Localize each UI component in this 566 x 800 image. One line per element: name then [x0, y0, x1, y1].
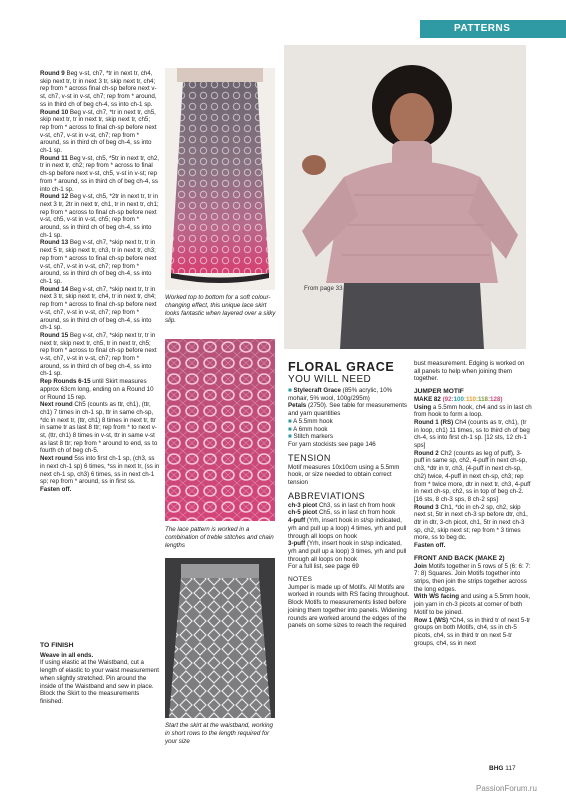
notes-text: Jumper is made up of Motifs. All Motifs are worked in rounds with RS facing throughout. Block Motifs to measurements listed before joining them together into panels. Widening rounds are worked around the edges of the panels on some sizes to reach the required	[288, 583, 410, 630]
finish-subheading: Weave in all ends.	[40, 651, 94, 659]
motif-step-label: Round 3	[414, 503, 439, 511]
pattern-round-text: Beg v-st, ch7, *tr in next tr, ch4, skip next tr, tr in next 3 tr, skip next tr, ch4; rep from * across final ch-sp before next v-st, ch7, v-st in v-st, ch7; rep from * around, ss in third ch of beg ch-4, ss into ch-1 sp.	[40, 70, 157, 108]
joining-step-label: With WS facing	[414, 593, 459, 601]
abbreviation-text: Ch3, ss in last ch from hook	[317, 501, 396, 509]
caption-gradient-skirt: Worked top to bottom for a soft colour-changing effect, this unique lace skirt looks fantastic when layered over a silky slip.	[165, 294, 276, 325]
abbreviation-label: 3-puff	[288, 540, 306, 548]
joining-step-text: and using a 5.5mm hook, join yarn in ch-3 picots at corner of both Motif to be joined.	[414, 593, 531, 616]
motif-step-text: Ch1, *dc in ch-2 sp, ch2, skip next st, 5tr in next ch-3 sp before dtr, ch1, dtr in dtr, 3-ch picot, ch1, 5tr in next ch-3 sp, ch2, skip next st; rep from * 3 times more, ss to beg dc.	[414, 503, 528, 542]
pattern-round	[40, 239, 160, 285]
bullet-icon: ■	[288, 387, 294, 394]
pattern-round	[40, 378, 160, 401]
pattern-round	[40, 70, 160, 109]
abbreviation-text: Ch5, ss in last ch from hook	[317, 509, 396, 517]
material-item	[288, 418, 410, 426]
size-count: (92	[442, 395, 452, 403]
motif-step-text: Ch4 (counts as tr, ch1), (tr in loop, ch1) 11 times, ss to third ch of beg ch-4, ss into first ch-1 sp. [12 sts, 12 ch-1 sps]	[414, 418, 530, 450]
material-item	[288, 433, 410, 441]
joining-step-label: Join	[414, 562, 427, 570]
abbreviation-label: ch-3 picot	[288, 501, 318, 509]
pattern-round	[40, 286, 160, 332]
joining-instructions	[414, 563, 532, 648]
pattern-round	[40, 155, 160, 194]
motif-step	[414, 450, 532, 504]
joining-step-text: Motifs together in 5 rows of 5 (6: 6: 7: 7: 8) Squares. Join Motifs together into strips, then join the strips together across the long edges.	[414, 562, 531, 593]
caption-waistband: Start the skirt at the waistband, working in short rows to the length required for your size	[165, 722, 273, 745]
front-back-heading: FRONT AND BACK (MAKE 2)	[414, 554, 505, 562]
pattern-round-text: Ch5 (counts as ttr, ch1), (ttr, ch1) 7 times in ch-1 sp, ttr in same ch-sp, *dc in next tr, (ttr, ch1) 8 times in next tr, ttr in same tr as last 8 ttr; rep from * to next v-st, (ttr, ch1) 8 times in v-st, ttr in same v-st as last 8 ttr; rep from * around to end, ss to fourth ch of beg ch-5.	[40, 401, 158, 455]
motif-step-text: a 5.5mm hook, ch4 and ss in last ch from hook to form a loop.	[414, 403, 532, 419]
motif-step	[414, 404, 532, 419]
photo-page-reference: From page 33	[304, 285, 343, 292]
material-item	[288, 402, 410, 417]
finishing-section	[40, 638, 160, 706]
pattern-round-text: Beg v-st, ch7, *tr in next tr, ch5, skip next tr, tr in next tr, skip next tr, ch5; rep from * across to final ch-sp before next v-st, ch7, v-st in v-st, ch7; rep from * around, ss in third ch of beg ch-4, ss into ch-1 sp.	[40, 108, 157, 155]
model-jumper-photo	[284, 45, 526, 349]
you-will-need-heading: YOU WILL NEED	[288, 374, 372, 385]
tension-text: Motif measures 10x10cm using a 5.5mm hook, or size needed to obtain correct tension	[288, 463, 400, 487]
jumper-motif-column	[414, 360, 532, 647]
joining-step	[414, 593, 532, 616]
notes-heading: NOTES	[288, 576, 313, 584]
jumper-motif-heading: JUMPER MOTIF	[414, 388, 464, 396]
pattern-round	[40, 455, 160, 486]
materials-list	[288, 387, 410, 441]
abbreviations-more: For a full list, see page 69	[288, 563, 359, 571]
abbreviation-label: 4-puff	[288, 517, 306, 525]
pattern-round-label: Round 9	[40, 70, 65, 77]
motif-step-text: Ch2 (counts as leg of puff), 3-puff in same sp, ch2, 4-puff in next ch-sp, ch3, *dtr in tr, ch3, (4-puff in next ch-sp, ch2) twice, 4-puff in next ch-sp, ch3; rep from * twice more, dtr in next tr, ch3, 4-puff in next ch-sp, ch2, ss in top of beg ch-2. [16 sts, 8 ch-3 sps, 8 ch-2 sps]	[414, 449, 531, 503]
finish-text: If using elastic at the Waistband, cut a length of elastic to your waist measurement when slightly stretched. Pin around the inside of the Waistband and sew in place. Block the Skirt to the measurements finished.	[40, 659, 159, 705]
pattern-round-label: Round 15	[40, 331, 69, 339]
abbreviation-label: ch-5 picot	[288, 509, 318, 517]
pattern-round-label: Next round	[40, 401, 73, 409]
pattern-round-text: 5ss into first ch-1 sp, (ch3, ss in next ch-1 sp) 6 times, *ss in next tr, (ss in next ch-1 sp, ch3) 6 times, ss in next ch-1 sp; rep from * around, ss in first ss.	[40, 455, 160, 486]
joining-step	[414, 563, 532, 594]
grey-skirt-photo	[165, 558, 275, 718]
abbreviations-heading: ABBREVIATIONS	[288, 490, 366, 501]
material-item-text: (85% acrylic, 10% mohair, 5% wool, 100g/295m)	[288, 387, 393, 402]
pattern-round-text: Beg v-st, ch7, *skip next tr, tr in next tr, skip next tr, ch5, tr in next tr, ch5; rep from * across to final ch-sp before next v-st, ch7, v-st in v-st, ch7; rep from * around, ss in third ch of beg ch-4, ss into ch-1 sp.	[40, 331, 157, 378]
watermark: PassionForum.ru	[476, 784, 537, 793]
abbreviation	[288, 540, 410, 563]
size-count: :110	[463, 395, 476, 403]
pattern-round	[40, 486, 160, 494]
pattern-round-label: Next round	[40, 455, 73, 463]
pattern-round	[40, 193, 160, 239]
motif-step-label: Round 2	[414, 449, 439, 457]
pattern-round	[40, 332, 160, 378]
pattern-rounds-column	[40, 70, 160, 494]
abbreviation	[288, 509, 410, 517]
motif-step-label: Round 1 (RS)	[414, 418, 454, 426]
bullet-icon: ■	[288, 433, 294, 441]
tension-heading: TENSION	[288, 452, 331, 463]
make-count: MAKE 82 (92:100:110:118:128)	[414, 395, 503, 403]
finish-heading: TO FINISH	[40, 642, 74, 649]
material-item-label: Stylecraft Grace	[293, 387, 341, 394]
motif-step	[414, 504, 532, 543]
size-count: :128)	[488, 395, 503, 403]
abbreviation	[288, 517, 410, 540]
lace-detail-photo	[165, 339, 275, 521]
footer-page-number: BHG 117	[489, 765, 516, 772]
abbreviation	[288, 502, 410, 510]
size-count: :100	[451, 395, 464, 403]
pattern-round	[40, 109, 160, 155]
abbreviations-list	[288, 502, 410, 564]
pattern-round-text: Beg v-st, ch7, *skip next tr, tr in next 5 tr, skip next tr, ch3, tr in next tr, ch3; rep from * across to final ch-sp before next v-st, ch7, v-st in v-st, ch7; rep from * around, ss in third ch of beg ch-4, ss into ch-1 sp.	[40, 239, 157, 285]
skirt-photo-gradient	[165, 68, 275, 290]
pattern-round-text: Beg v-st, ch7, *skip next tr, tr in next 3 tr, skip next tr, ch4, tr in next tr, ch4; rep from * across to final ch-sp before next v-st, ch7, v-st in v-st, ch7; rep from * around, ss in third ch of beg ch-4, ss into ch-1 sp.	[40, 285, 157, 332]
joining-step-text: *Ch4, ss in third tr of next 5-tr groups on both Motifs, ch4, ss in ch-5 picots, ch4, ss in third tr on next 5-tr groups, ch4, ss in next	[414, 616, 531, 647]
pattern-intro-column	[288, 360, 410, 630]
joining-step	[414, 617, 532, 648]
section-header: PATTERNS	[420, 20, 566, 38]
pattern-round-text: Beg v-st, ch5, *5tr in next tr, ch2, tr in next tr, ch2; rep from * across to final ch-sp before next v-st, ch5, v-st in v-st; rep from * around, ss in third ch of beg ch-4, ss into ch-1 sp.	[40, 154, 159, 193]
pattern-round-label: Rep Rounds 6-15	[40, 378, 91, 386]
pattern-round-label: Fasten off.	[40, 485, 72, 493]
abbreviation-text: (Yrh, insert hook in st/sp indicated, yrh and pull up a loop) 4 times, yrh and pull through all loops on hook	[288, 517, 407, 540]
pattern-round-label: Round 11	[40, 154, 68, 162]
pattern-round-label: Round 10	[40, 108, 69, 116]
material-item-label: Petals	[288, 402, 307, 410]
joining-step-label: Row 1 (WS)	[414, 616, 449, 624]
fasten-off: Fasten off.	[414, 542, 446, 550]
motif-step-label: Using	[414, 403, 432, 411]
material-item-text: (2750). See table for measurements and yarn quantities	[288, 402, 408, 418]
material-item	[288, 387, 410, 402]
material-item-text: A 6mm hook	[293, 425, 328, 433]
pattern-round-label: Round 12	[40, 193, 69, 201]
size-count: :118	[475, 395, 488, 403]
material-item-text: A 5.5mm hook	[293, 417, 333, 425]
intro-continued: bust measurement. Edging is worked on all panels to help when joining them together.	[414, 360, 525, 383]
material-item-text: Stitch markers	[293, 433, 334, 441]
pattern-round-label: Round 14	[40, 285, 69, 293]
pattern-round-text: Beg v-st, ch5, *2tr in next tr, tr in next 3 tr, 2tr in next tr, ch1, tr in next tr, ch1; rep from * across to final ch-sp before next v-st, ch5, v-st in v-st, ch5; rep from * around, ss in third ch of beg ch-4, ss into ch-1 sp.	[40, 193, 159, 239]
pattern-round-text: until Skirt measures approx 63cm long, ending on a Round 10 or Round 15 rep.	[40, 378, 154, 401]
bullet-icon: ■	[288, 417, 294, 425]
stockists-note: For yarn stockists see page 146	[288, 440, 376, 448]
pattern-round-label: Round 13	[40, 239, 69, 247]
caption-lace-detail: The lace pattern is worked in a combination of treble stitches and chain lengths	[165, 526, 274, 549]
size-counts	[443, 396, 503, 403]
motif-step	[414, 419, 532, 450]
motif-instructions	[414, 404, 532, 550]
bullet-icon: ■	[288, 425, 294, 433]
pattern-title: FLORAL GRACE	[288, 360, 395, 374]
material-item	[288, 426, 410, 434]
pattern-round	[40, 401, 160, 455]
abbreviation-text: (Yrh, insert hook in st/sp indicated, yrh and pull up a loop) 3 times, yrh and pull through all loops on hook	[288, 540, 407, 563]
